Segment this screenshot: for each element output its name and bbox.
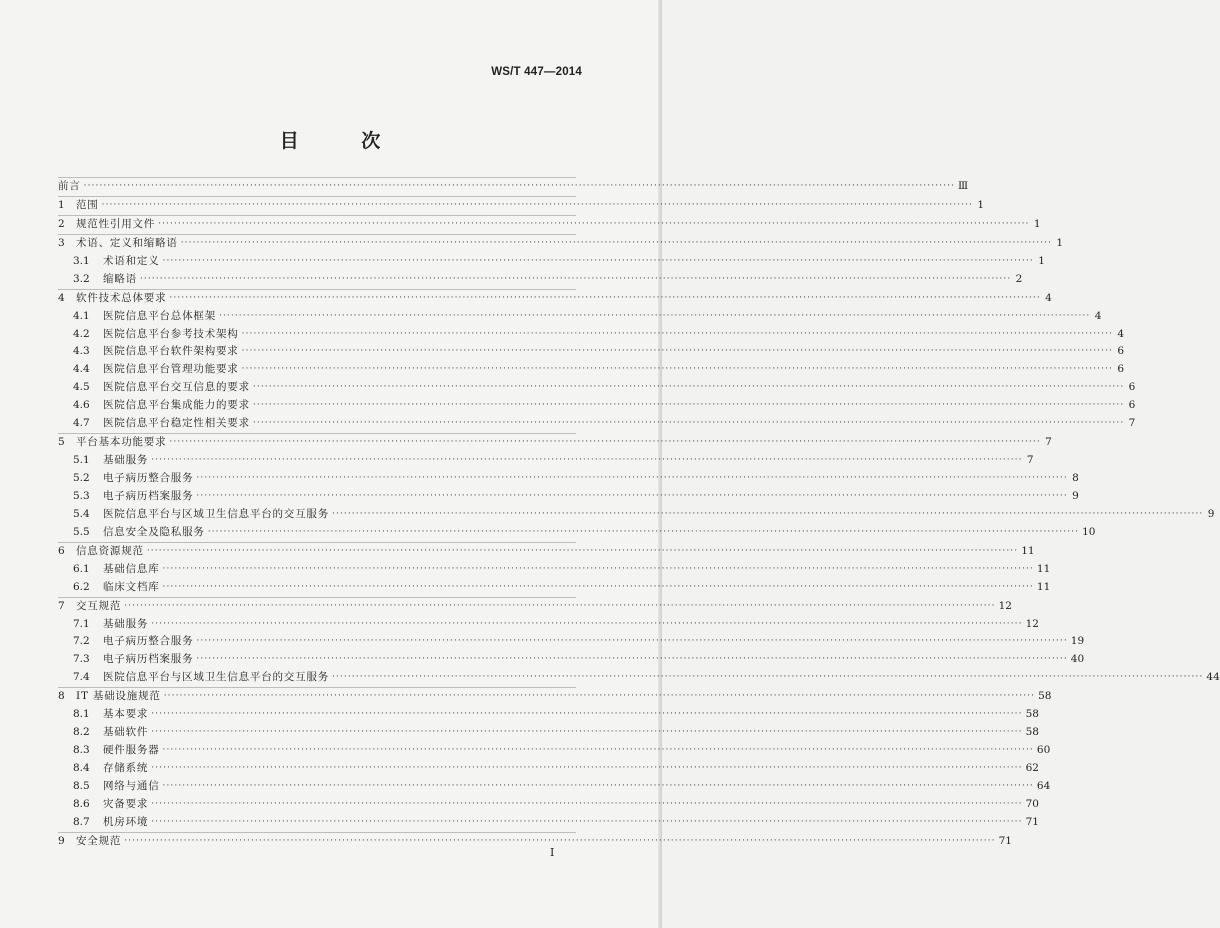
toc-entry-title: 信息资源规范 xyxy=(76,544,144,557)
toc-entry-page: 6 xyxy=(1128,399,1136,412)
toc-entry-number: 9 xyxy=(58,834,65,847)
toc-entry[interactable] xyxy=(58,832,1012,851)
dot-leader: ···························································································································································································································· xyxy=(162,745,1034,756)
table-of-contents xyxy=(58,177,1220,851)
dot-leader: ···························································································································································································································· xyxy=(162,780,1034,791)
toc-entry-title: 术语和定义 xyxy=(103,254,160,267)
dot-leader: ···························································································································································································································· xyxy=(196,490,1068,501)
toc-entry-number: 6 xyxy=(58,544,65,557)
toc-entry-page: 1 xyxy=(977,198,984,211)
dot-leader: ···························································································································································································································· xyxy=(332,508,1204,519)
toc-entry-title: 医院信息平台管理功能要求 xyxy=(103,363,239,376)
toc-entry-title: 医院信息平台与区域卫生信息平台的交互服务 xyxy=(103,507,329,520)
toc-entry[interactable] xyxy=(58,308,1102,326)
dot-leader: ···························································································································································································································· xyxy=(151,709,1023,720)
toc-entry-page: 7 xyxy=(1045,436,1052,449)
toc-entry-page: 71 xyxy=(998,834,1012,847)
toc-entry-title: 范围 xyxy=(76,198,99,211)
toc-entry[interactable] xyxy=(58,234,1064,253)
toc-entry-number: 4.4 xyxy=(73,363,90,376)
toc-entry-number: 5.2 xyxy=(73,472,90,484)
dot-leader: ···························································································································································································································· xyxy=(241,328,1113,339)
toc-entry-page: 2 xyxy=(1015,272,1023,285)
toc-entry-title: 医院信息平台总体框架 xyxy=(103,309,216,322)
toc-entry[interactable] xyxy=(58,271,1023,289)
toc-entry-page: 6 xyxy=(1117,363,1124,376)
standard-code: WS/T 447—2014 xyxy=(491,66,582,78)
dot-leader: ···························································································································································································································· xyxy=(151,618,1023,629)
toc-entry-page: 70 xyxy=(1025,797,1039,810)
dot-leader: ···························································································································································································································· xyxy=(252,382,1125,393)
dot-leader: ···························································································································································································································· xyxy=(151,798,1023,809)
toc-entry-title: 平台基本功能要求 xyxy=(76,436,167,449)
toc-entry-number: 7.4 xyxy=(73,671,90,684)
toc-entry-page: 71 xyxy=(1025,815,1039,828)
toc-entry-number: 5.5 xyxy=(73,525,90,538)
toc-entry-title: 电子病历档案服务 xyxy=(103,653,194,666)
toc-entry-number: 7.2 xyxy=(73,635,90,648)
toc-entry-title: 软件技术总体要求 xyxy=(76,291,167,304)
dot-leader: ···························································································································································································································· xyxy=(162,563,1034,574)
toc-entry-number: 4.5 xyxy=(73,381,90,394)
dot-leader: ···························································································································································································································· xyxy=(151,763,1023,773)
dot-leader: ···························································································································································································································· xyxy=(162,255,1034,266)
toc-entry-title: 基础信息库 xyxy=(103,562,160,575)
toc-entry-number: 6.1 xyxy=(73,562,90,575)
dot-leader: ···························································································································································································································· xyxy=(163,691,1036,702)
toc-entry-page: 10 xyxy=(1082,525,1096,538)
toc-entry-title: 电子病历整合服务 xyxy=(103,635,194,648)
toc-entry-title: 交互规范 xyxy=(76,599,122,612)
toc-entry-title: 基本要求 xyxy=(103,708,149,721)
toc-entry-number: 4.7 xyxy=(73,417,90,430)
toc-entry-title: 网络与通信 xyxy=(103,779,160,792)
dot-leader: ···························································································································································································································· xyxy=(151,455,1023,466)
toc-entry-number: 5 xyxy=(58,436,65,449)
toc-entry-page: 44 xyxy=(1206,671,1220,684)
toc-entry[interactable] xyxy=(58,706,1039,724)
toc-entry[interactable] xyxy=(58,343,1124,361)
toc-entry[interactable] xyxy=(58,215,1041,234)
toc-entry-page: 11 xyxy=(1036,580,1051,593)
dot-leader: ···························································································································································································································· xyxy=(139,273,1012,284)
toc-entry-page: 58 xyxy=(1038,690,1052,703)
toc-entry-page: 19 xyxy=(1070,635,1085,648)
toc-entry-page: 1 xyxy=(1033,217,1041,230)
dot-leader: ···························································································································································································································· xyxy=(252,400,1125,411)
toc-entry-page: 4 xyxy=(1094,309,1102,322)
dot-leader: ···························································································································································································································· xyxy=(169,437,1041,448)
toc-entry[interactable] xyxy=(58,379,1136,397)
toc-entry[interactable] xyxy=(58,470,1079,488)
dot-leader: ···························································································································································································································· xyxy=(162,581,1034,592)
toc-entry-page: 58 xyxy=(1025,726,1039,739)
toc-entry[interactable] xyxy=(58,597,1012,616)
toc-entry[interactable] xyxy=(58,253,1045,271)
dot-leader: ···························································································································································································································· xyxy=(146,545,1019,556)
toc-entry-number: 8.1 xyxy=(73,708,90,721)
toc-entry-number: 7.1 xyxy=(73,617,90,630)
toc-entry[interactable] xyxy=(58,433,1052,452)
dot-leader: ···························································································································································································································· xyxy=(169,292,1041,303)
toc-entry-page: 8 xyxy=(1072,472,1079,484)
toc-entry[interactable] xyxy=(58,778,1051,796)
toc-entry-page: 62 xyxy=(1025,762,1039,774)
toc-entry[interactable] xyxy=(58,579,1051,597)
toc-entry-number: 4.2 xyxy=(73,327,90,340)
toc-entry[interactable] xyxy=(58,724,1039,742)
toc-entry-number: 7.3 xyxy=(73,653,90,666)
toc-entry[interactable] xyxy=(58,651,1085,669)
toc-entry[interactable] xyxy=(58,361,1124,379)
toc-entry-number: 4 xyxy=(58,291,65,304)
toc-entry-number: 2 xyxy=(58,217,65,230)
toc-entry-title: 医院信息平台参考技术架构 xyxy=(103,327,239,340)
toc-entry[interactable] xyxy=(58,633,1085,651)
toc-entry[interactable] xyxy=(58,326,1124,344)
dot-leader: ···························································································································································································································· xyxy=(196,473,1068,483)
dot-leader: ···························································································································································································································· xyxy=(83,181,955,191)
dot-leader: ···························································································································································································································· xyxy=(196,654,1068,665)
toc-entry-number: 4.1 xyxy=(73,309,90,322)
toc-entry-title: 机房环境 xyxy=(103,815,149,828)
toc-entry-title: 存储系统 xyxy=(103,762,149,774)
toc-entry-title: 基础软件 xyxy=(103,726,149,739)
toc-entry-number: 6.2 xyxy=(73,580,90,593)
toc-entry-number: 5.3 xyxy=(73,489,90,502)
toc-entry[interactable] xyxy=(58,452,1034,470)
toc-entry-number: 8.6 xyxy=(73,797,90,810)
toc-entry-page: 40 xyxy=(1070,653,1085,666)
toc-entry-number: 8.4 xyxy=(73,762,90,774)
toc-entry-number: 4.6 xyxy=(73,399,90,412)
toc-entry-title: 规范性引用文件 xyxy=(76,217,156,230)
dot-leader: ···························································································································································································································· xyxy=(241,346,1113,357)
dot-leader: ···························································································································································································································· xyxy=(124,835,996,846)
toc-entry-number: 8.5 xyxy=(73,779,90,792)
toc-entry-title: 缩略语 xyxy=(103,272,137,285)
toc-entry-page: 4 xyxy=(1117,327,1124,340)
toc-entry-page: 1 xyxy=(1056,236,1064,249)
toc-entry[interactable] xyxy=(58,742,1051,760)
dot-leader: ···························································································································································································································· xyxy=(252,418,1125,429)
toc-entry-number: 3.2 xyxy=(73,272,90,285)
toc-entry-title: 安全规范 xyxy=(76,834,122,847)
toc-entry-page: 64 xyxy=(1036,779,1051,792)
toc-entry[interactable] xyxy=(58,524,1096,542)
toc-entry[interactable] xyxy=(58,289,1052,308)
toc-entry[interactable] xyxy=(58,616,1039,634)
toc-entry-number: 5.1 xyxy=(73,454,90,467)
toc-entry-page: 58 xyxy=(1025,708,1039,721)
dot-leader: ···························································································································································································································· xyxy=(101,199,973,210)
toc-entry-number: 1 xyxy=(58,198,65,211)
toc-entry-page: 12 xyxy=(1025,617,1039,630)
toc-entry-title: 电子病历档案服务 xyxy=(103,489,194,502)
toc-entry-page: 7 xyxy=(1128,417,1136,430)
toc-entry[interactable] xyxy=(58,196,984,215)
dot-leader: ···························································································································································································································· xyxy=(151,727,1023,738)
dot-leader: ···························································································································································································································· xyxy=(332,672,1204,683)
toc-entry-title: 硬件服务器 xyxy=(103,744,160,757)
toc-entry-number: 3.1 xyxy=(73,254,90,267)
toc-entry[interactable] xyxy=(58,814,1039,832)
page-title: 目 次 xyxy=(279,130,409,152)
toc-entry-title: 基础服务 xyxy=(103,454,149,467)
dot-leader: ···························································································································································································································· xyxy=(196,636,1068,647)
dot-leader: ···························································································································································································································· xyxy=(151,816,1023,827)
toc-entry[interactable] xyxy=(58,687,1052,706)
toc-entry-page: 12 xyxy=(998,599,1012,612)
toc-entry-title: 医院信息平台集成能力的要求 xyxy=(103,399,250,412)
toc-entry-page: 9 xyxy=(1207,507,1215,520)
toc-entry-number: 8.3 xyxy=(73,744,90,757)
toc-entry-page: Ⅲ xyxy=(958,180,969,192)
toc-entry[interactable] xyxy=(58,177,969,196)
toc-entry-page: 11 xyxy=(1021,544,1035,557)
page-number: I xyxy=(550,846,555,859)
dot-leader: ···························································································································································································································· xyxy=(219,310,1091,321)
toc-entry-title: 医院信息平台交互信息的要求 xyxy=(103,381,250,394)
toc-entry[interactable] xyxy=(58,760,1039,778)
toc-entry[interactable] xyxy=(58,506,1215,524)
dot-leader: ···························································································································································································································· xyxy=(207,526,1080,537)
dot-leader: ···························································································································································································································· xyxy=(124,600,996,611)
toc-entry-number: 5.4 xyxy=(73,507,90,520)
toc-entry-title: 前言 xyxy=(58,180,81,192)
toc-entry-page: 60 xyxy=(1036,744,1051,757)
toc-entry-number: 7 xyxy=(58,599,65,612)
toc-entry-title: 临床文档库 xyxy=(103,580,160,593)
toc-entry-number: 8.2 xyxy=(73,726,90,739)
toc-entry-title: 灾备要求 xyxy=(103,797,149,810)
toc-entry[interactable] xyxy=(58,397,1136,415)
toc-entry[interactable] xyxy=(58,542,1035,561)
toc-entry-number: 4.3 xyxy=(73,345,90,358)
toc-entry-number: 3 xyxy=(58,236,65,249)
dot-leader: ···························································································································································································································· xyxy=(241,364,1113,375)
toc-entry-page: 4 xyxy=(1045,291,1052,304)
toc-entry-title: 医院信息平台软件架构要求 xyxy=(103,345,239,358)
dot-leader: ···························································································································································································································· xyxy=(180,237,1053,248)
toc-entry-page: 6 xyxy=(1117,345,1124,358)
toc-entry-title: IT 基础设施规范 xyxy=(76,690,161,703)
toc-entry-page: 6 xyxy=(1128,381,1136,394)
dot-leader: ···························································································································································································································· xyxy=(158,218,1030,229)
toc-entry-title: 基础服务 xyxy=(103,617,149,630)
toc-entry-page: 11 xyxy=(1036,562,1051,575)
toc-entry-title: 电子病历整合服务 xyxy=(103,472,194,484)
toc-entry-page: 9 xyxy=(1072,489,1079,502)
toc-entry[interactable] xyxy=(58,796,1039,814)
toc-entry-title: 信息安全及隐私服务 xyxy=(103,525,205,538)
toc-entry[interactable] xyxy=(58,561,1051,579)
toc-entry[interactable] xyxy=(58,415,1136,433)
toc-entry-page: 1 xyxy=(1038,254,1045,267)
toc-entry[interactable] xyxy=(58,488,1079,506)
toc-entry-title: 医院信息平台与区域卫生信息平台的交互服务 xyxy=(103,671,329,684)
toc-entry-title: 医院信息平台稳定性相关要求 xyxy=(103,417,250,430)
toc-entry-page: 7 xyxy=(1026,454,1034,467)
toc-entry-title: 术语、定义和缩略语 xyxy=(76,236,178,249)
toc-entry[interactable] xyxy=(58,669,1220,687)
toc-entry-number: 8.7 xyxy=(73,815,90,828)
toc-entry-number: 8 xyxy=(58,690,65,703)
